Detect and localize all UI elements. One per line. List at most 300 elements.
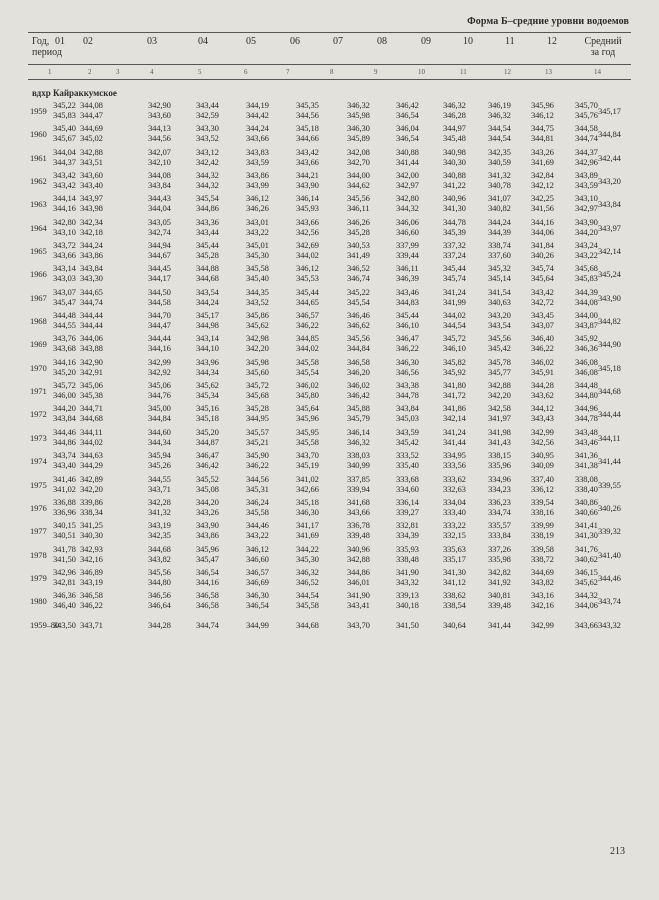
level-cell: 345,56 — [488, 333, 511, 344]
level-cell: 342,72 — [531, 296, 554, 307]
level-cell: 339,44 — [396, 250, 419, 261]
level-cell: 340,63 — [488, 296, 511, 307]
level-cell: 340,09 — [531, 460, 554, 471]
level-cell: 342,88 — [488, 380, 511, 391]
level-cell: 342,66 — [296, 483, 319, 494]
level-cell: 338,08 — [575, 473, 598, 484]
level-cell: 344,02 — [443, 310, 466, 321]
level-cell: 345,60 — [246, 366, 269, 377]
level-cell: 341,44 — [396, 156, 419, 167]
level-cell: 345,56 — [347, 193, 370, 204]
table-row — [28, 427, 632, 450]
level-cell: 344,34 — [196, 366, 219, 377]
level-cell: 339,86 — [80, 496, 103, 507]
level-cell: 342,18 — [80, 226, 103, 237]
level-cell: 340,51 — [53, 530, 76, 541]
level-cell: 344,55 — [53, 320, 76, 331]
level-cell: 344,02 — [296, 343, 319, 354]
level-cell: 342,92 — [148, 366, 171, 377]
level-cell: 346,58 — [196, 590, 219, 601]
level-cell: 346,24 — [246, 496, 269, 507]
level-cell: 344,62 — [347, 180, 370, 191]
level-cell: 343,60 — [80, 170, 103, 181]
level-cell: 345,44 — [443, 263, 466, 274]
level-cell: 345,58 — [246, 506, 269, 517]
table-row — [28, 123, 632, 146]
column-number: 3 — [116, 68, 120, 76]
level-cell: 346,32 — [488, 110, 511, 120]
level-cell: 342,97 — [396, 180, 419, 191]
level-cell: 338,74 — [488, 240, 511, 251]
level-cell: 339,48 — [347, 530, 370, 541]
level-cell: 341,02 — [296, 473, 319, 484]
level-cell: 342,96 — [575, 156, 598, 167]
level-cell: 337,85 — [347, 473, 370, 484]
level-cell: 342,88 — [80, 146, 103, 157]
year-cell: 1965 — [30, 246, 47, 257]
level-cell: 343,66 — [347, 506, 370, 517]
level-cell: 344,20 — [53, 403, 76, 414]
level-cell: 344,71 — [80, 403, 103, 414]
level-cell: 345,16 — [196, 403, 219, 414]
level-cell: 344,19 — [246, 100, 269, 110]
level-cell: 344,56 — [296, 110, 319, 120]
level-cell: 343,42 — [53, 170, 76, 181]
level-cell: 345,48 — [443, 133, 466, 144]
level-cell: 345,91 — [531, 366, 554, 377]
level-cell: 344,16 — [196, 576, 219, 587]
level-cell: 346,06 — [396, 216, 419, 227]
level-cell: 346,60 — [396, 226, 419, 237]
month-header-04: 04 — [198, 36, 208, 47]
level-cell: 346,02 — [347, 380, 370, 391]
level-cell: 346,74 — [347, 273, 370, 284]
level-cell: 338,54 — [443, 600, 466, 611]
yearly-average-cell: 344,84 — [598, 129, 621, 140]
level-cell: 344,39 — [488, 226, 511, 237]
level-cell: 345,30 — [296, 553, 319, 564]
level-cell: 343,48 — [575, 426, 598, 437]
yearly-average-cell: 339,55 — [598, 479, 621, 490]
level-cell: 345,14 — [488, 273, 511, 284]
level-cell: 344,95 — [246, 413, 269, 424]
level-cell: 345,54 — [296, 366, 319, 377]
level-cell: 343,66 — [296, 216, 319, 227]
yearly-average-cell: 341,40 — [598, 549, 621, 560]
column-number: 12 — [504, 68, 511, 76]
level-cell: 338,03 — [347, 450, 370, 461]
yearly-average-cell: 342,14 — [598, 246, 621, 257]
level-cell: 340,15 — [53, 520, 76, 531]
level-cell: 344,37 — [575, 146, 598, 157]
level-cell: 343,62 — [531, 390, 554, 401]
level-cell: 342,93 — [80, 543, 103, 554]
level-cell: 344,55 — [148, 473, 171, 484]
level-cell: 341,54 — [488, 286, 511, 297]
level-cell: 344,02 — [80, 436, 103, 447]
level-cell: 343,70 — [296, 450, 319, 461]
level-cell: 337,26 — [488, 543, 511, 554]
level-cell: 344,17 — [148, 273, 171, 284]
level-cell: 346,32 — [443, 100, 466, 110]
level-cell: 343,22 — [246, 226, 269, 237]
level-cell: 345,80 — [296, 390, 319, 401]
level-cell: 341,69 — [531, 156, 554, 167]
year-cell: 1975 — [30, 479, 47, 490]
level-cell: 344,78 — [396, 390, 419, 401]
level-cell: 345,17 — [196, 310, 219, 321]
level-cell: 345,21 — [246, 436, 269, 447]
level-cell: 343,87 — [575, 320, 598, 331]
level-cell: 333,40 — [443, 506, 466, 517]
level-cell: 341,43 — [488, 436, 511, 447]
level-cell: 345,06 — [148, 380, 171, 391]
level-cell: 344,76 — [148, 390, 171, 401]
level-cell: 333,52 — [396, 450, 419, 461]
level-cell: 345,58 — [296, 600, 319, 611]
yearly-average-cell: 343,90 — [598, 292, 621, 303]
level-cell: 343,84 — [148, 180, 171, 191]
month-header-06: 06 — [290, 36, 300, 47]
level-cell: 343,84 — [396, 403, 419, 414]
level-cell: 346,14 — [347, 426, 370, 437]
year-cell: 1980 — [30, 596, 47, 607]
table-row — [28, 333, 632, 356]
level-cell: 344,86 — [196, 203, 219, 214]
level-cell: 344,58 — [148, 296, 171, 307]
level-cell: 345,77 — [488, 366, 511, 377]
level-cell: 346,30 — [246, 590, 269, 601]
yearly-average-cell: 344,44 — [598, 409, 621, 420]
level-cell: 340,88 — [443, 170, 466, 181]
level-cell: 343,14 — [53, 263, 76, 274]
level-cell: 344,63 — [80, 450, 103, 461]
level-cell: 346,52 — [347, 263, 370, 274]
level-cell: 340,26 — [531, 250, 554, 261]
level-cell: 344,12 — [531, 403, 554, 414]
reservoir-name: вдхр Кайраккумское — [32, 88, 117, 98]
level-cell: 346,56 — [396, 366, 419, 377]
month-header-05: 05 — [246, 36, 256, 47]
yearly-average-cell: 344,11 — [598, 432, 621, 443]
level-cell: 345,40 — [53, 123, 76, 134]
level-cell: 345,02 — [80, 133, 103, 144]
level-cell: 336,14 — [396, 496, 419, 507]
level-cell: 343,82 — [531, 576, 554, 587]
level-cell: 344,14 — [53, 193, 76, 204]
level-cell: 345,70 — [575, 100, 598, 110]
level-cell: 344,24 — [488, 216, 511, 227]
yearly-average-cell: 345,24 — [598, 269, 621, 280]
year-period-header: Год, период — [32, 36, 62, 58]
level-cell: 346,22 — [296, 320, 319, 331]
level-cell: 342,20 — [488, 390, 511, 401]
level-cell: 340,62 — [575, 553, 598, 564]
level-cell: 346,04 — [396, 123, 419, 134]
level-cell: 346,52 — [296, 576, 319, 587]
level-cell: 344,47 — [148, 320, 171, 331]
level-cell: 344,47 — [80, 110, 103, 120]
level-cell: 345,00 — [148, 403, 171, 414]
level-cell: 343,98 — [80, 203, 103, 214]
table-row — [28, 100, 632, 123]
level-cell: 343,74 — [53, 450, 76, 461]
level-cell: 337,24 — [443, 250, 466, 261]
level-cell: 334,60 — [396, 483, 419, 494]
level-cell: 344,44 — [148, 333, 171, 344]
table-row — [28, 567, 632, 590]
level-cell: 346,39 — [396, 273, 419, 284]
level-cell: 342,20 — [80, 483, 103, 494]
level-cell: 344,48 — [575, 380, 598, 391]
level-cell: 342,16 — [80, 553, 103, 564]
level-cell: 344,32 — [575, 590, 598, 601]
level-cell: 344,16 — [53, 356, 76, 367]
level-cell: 345,93 — [296, 203, 319, 214]
level-cell: 345,47 — [53, 296, 76, 307]
level-cell: 341,99 — [443, 296, 466, 307]
level-cell: 341,24 — [443, 286, 466, 297]
level-cell: 340,88 — [396, 146, 419, 157]
year-cell: 1960 — [30, 129, 47, 140]
level-cell: 343,44 — [196, 226, 219, 237]
level-cell: 344,08 — [80, 100, 103, 110]
level-cell: 344,08 — [575, 296, 598, 307]
level-cell: 339,27 — [396, 506, 419, 517]
level-cell: 345,20 — [53, 366, 76, 377]
level-cell: 342,82 — [488, 566, 511, 577]
level-cell: 345,98 — [246, 356, 269, 367]
year-cell: 1964 — [30, 222, 47, 233]
level-cell: 344,86 — [347, 566, 370, 577]
level-cell: 345,28 — [196, 250, 219, 261]
level-cell: 344,98 — [196, 320, 219, 331]
level-cell: 345,82 — [443, 356, 466, 367]
level-cell: 346,56 — [148, 590, 171, 601]
level-cell: 344,28 — [531, 380, 554, 391]
level-cell: 342,99 — [531, 619, 554, 630]
level-cell: 339,13 — [396, 590, 419, 601]
level-cell: 346,54 — [196, 566, 219, 577]
year-cell: 1972 — [30, 409, 47, 420]
level-cell: 344,45 — [148, 263, 171, 274]
level-cell: 341,92 — [488, 576, 511, 587]
level-cell: 341,17 — [296, 520, 319, 531]
level-cell: 341,69 — [296, 530, 319, 541]
level-cell: 344,84 — [148, 413, 171, 424]
level-cell: 345,72 — [53, 380, 76, 391]
level-cell: 334,95 — [443, 450, 466, 461]
level-cell: 343,40 — [80, 180, 103, 191]
level-cell: 343,14 — [196, 333, 219, 344]
level-cell: 344,42 — [246, 110, 269, 120]
level-cell: 344,04 — [148, 203, 171, 214]
table-row — [28, 263, 632, 286]
level-cell: 339,54 — [531, 496, 554, 507]
level-cell: 340,96 — [443, 193, 466, 204]
year-cell: 1962 — [30, 176, 47, 187]
level-cell: 344,32 — [396, 203, 419, 214]
level-cell: 344,32 — [196, 170, 219, 181]
level-cell: 343,71 — [80, 619, 103, 630]
level-cell: 344,20 — [196, 496, 219, 507]
level-cell: 344,56 — [148, 133, 171, 144]
level-cell: 346,15 — [575, 566, 598, 577]
level-cell: 345,58 — [296, 356, 319, 367]
level-cell: 337,40 — [531, 473, 554, 484]
level-cell: 343,12 — [196, 146, 219, 157]
level-cell: 346,11 — [396, 263, 419, 274]
level-cell: 340,64 — [443, 619, 466, 630]
level-cell: 341,46 — [53, 473, 76, 484]
level-cell: 341,90 — [396, 566, 419, 577]
level-cell: 344,56 — [246, 473, 269, 484]
yearly-average-cell: 343,97 — [598, 222, 621, 233]
form-title: Форма Б–средние уровни водоемов — [467, 16, 629, 27]
level-cell: 345,76 — [575, 110, 598, 120]
level-cell: 345,56 — [347, 333, 370, 344]
level-cell: 339,99 — [531, 520, 554, 531]
level-cell: 340,98 — [443, 146, 466, 157]
level-cell: 345,39 — [443, 226, 466, 237]
level-cell: 341,30 — [575, 530, 598, 541]
level-cell: 333,22 — [443, 520, 466, 531]
level-cell: 343,83 — [246, 146, 269, 157]
level-cell: 344,24 — [246, 123, 269, 134]
level-cell: 345,92 — [443, 366, 466, 377]
level-cell: 339,48 — [488, 600, 511, 611]
level-cell: 345,22 — [53, 100, 76, 110]
level-cell: 340,86 — [575, 496, 598, 507]
level-cell: 343,54 — [488, 320, 511, 331]
table-row — [28, 287, 632, 310]
level-cell: 344,21 — [296, 170, 319, 181]
level-cell: 344,97 — [443, 123, 466, 134]
yearly-average-cell: 342,44 — [598, 152, 621, 163]
level-cell: 343,40 — [53, 460, 76, 471]
level-cell: 345,18 — [296, 123, 319, 134]
level-cell: 342,42 — [196, 156, 219, 167]
yearly-average-cell: 343,84 — [598, 199, 621, 210]
level-cell: 342,97 — [575, 203, 598, 214]
table-row — [28, 310, 632, 333]
level-cell: 343,90 — [296, 180, 319, 191]
water-level-table — [28, 100, 632, 637]
year-cell: 1959 — [30, 106, 47, 116]
level-cell: 345,18 — [196, 413, 219, 424]
level-cell: 343,88 — [80, 343, 103, 354]
level-cell: 343,10 — [53, 226, 76, 237]
level-cell: 343,03 — [53, 273, 76, 284]
level-cell: 346,40 — [53, 600, 76, 611]
column-numbers — [28, 68, 631, 78]
level-cell: 344,06 — [575, 600, 598, 611]
month-header-01: 01 — [55, 36, 65, 47]
level-cell: 343,96 — [196, 356, 219, 367]
level-cell: 344,88 — [196, 263, 219, 274]
level-cell: 343,66 — [246, 133, 269, 144]
yearly-average-cell: 343,20 — [598, 176, 621, 187]
level-cell: 346,28 — [443, 110, 466, 120]
level-cell: 345,62 — [246, 320, 269, 331]
level-cell: 342,74 — [148, 226, 171, 237]
level-cell: 346,12 — [296, 263, 319, 274]
level-cell: 338,72 — [531, 553, 554, 564]
level-cell: 343,99 — [246, 180, 269, 191]
level-cell: 343,50 — [53, 619, 76, 630]
level-cell: 345,44 — [396, 310, 419, 321]
level-cell: 341,56 — [531, 203, 554, 214]
level-cell: 346,02 — [296, 380, 319, 391]
table-row — [28, 403, 632, 426]
level-cell: 346,08 — [575, 356, 598, 367]
level-cell: 345,78 — [488, 356, 511, 367]
table-row — [28, 147, 632, 170]
level-cell: 342,56 — [296, 226, 319, 237]
level-cell: 346,42 — [396, 100, 419, 110]
level-cell: 346,69 — [246, 576, 269, 587]
table-header — [28, 36, 631, 64]
level-cell: 343,86 — [246, 170, 269, 181]
level-cell: 344,04 — [53, 146, 76, 157]
level-cell: 338,48 — [396, 553, 419, 564]
level-cell: 345,68 — [575, 263, 598, 274]
level-cell: 343,68 — [53, 343, 76, 354]
level-cell: 343,46 — [575, 436, 598, 447]
level-cell: 334,74 — [488, 506, 511, 517]
level-cell: 345,74 — [443, 273, 466, 284]
level-cell: 335,57 — [488, 520, 511, 531]
level-cell: 345,58 — [246, 263, 269, 274]
level-cell: 341,32 — [488, 170, 511, 181]
level-cell: 341,49 — [347, 250, 370, 261]
level-cell: 345,53 — [296, 273, 319, 284]
level-cell: 344,78 — [443, 216, 466, 227]
level-cell: 345,88 — [347, 403, 370, 414]
yearly-average-header: Средний за год — [584, 36, 622, 58]
level-cell: 345,67 — [53, 133, 76, 144]
column-number: 4 — [150, 68, 154, 76]
level-cell: 344,22 — [296, 543, 319, 554]
level-cell: 344,80 — [148, 576, 171, 587]
level-cell: 346,12 — [531, 110, 554, 120]
level-cell: 346,30 — [347, 123, 370, 134]
level-cell: 345,18 — [296, 496, 319, 507]
level-cell: 346,12 — [246, 543, 269, 554]
column-number: 5 — [198, 68, 202, 76]
level-cell: 346,22 — [396, 343, 419, 354]
level-cell: 342,10 — [148, 156, 171, 167]
level-cell: 343,44 — [196, 100, 219, 110]
level-cell: 344,48 — [53, 310, 76, 321]
level-cell: 332,15 — [443, 530, 466, 541]
level-cell: 332,81 — [396, 520, 419, 531]
level-cell: 346,46 — [347, 310, 370, 321]
level-cell: 346,58 — [80, 590, 103, 601]
level-cell: 346,64 — [148, 600, 171, 611]
level-cell: 344,83 — [396, 296, 419, 307]
column-number: 1 — [48, 68, 52, 76]
level-cell: 345,89 — [347, 133, 370, 144]
level-cell: 345,86 — [246, 310, 269, 321]
level-cell: 346,22 — [80, 600, 103, 611]
level-cell: 341,98 — [488, 426, 511, 437]
level-cell: 342,84 — [531, 170, 554, 181]
level-cell: 343,45 — [531, 310, 554, 321]
level-cell: 334,96 — [488, 473, 511, 484]
level-cell: 342,07 — [148, 146, 171, 157]
level-cell: 344,13 — [148, 123, 171, 134]
